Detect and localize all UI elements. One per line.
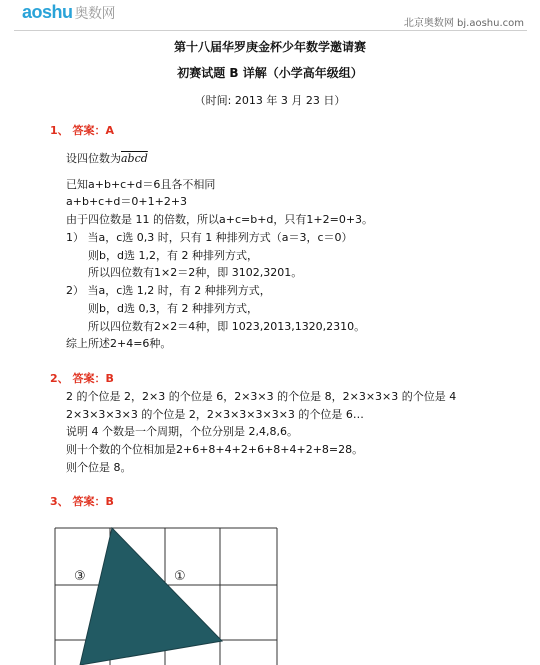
q1-line-11: 综上所述2+4=6种。	[66, 337, 172, 350]
page-subtitle: 初赛试题 B 详解（小学高年级组）	[177, 66, 363, 80]
site-url: 北京奥数网 bj.aoshu.com	[403, 18, 524, 29]
region-3-marker: ③	[74, 569, 86, 584]
answer-3-label: 3、 答案：B	[50, 495, 114, 508]
answer-2-label: 2、 答案：B	[50, 372, 114, 385]
q1-line-7: 所以四位数有1×2＝2种，即 3102,3201。	[88, 266, 303, 279]
q1-line-1-text: 设四位数为	[66, 152, 121, 165]
q1-line-5: 1） 当a，c选 0,3 时，只有 1 种排列方式（a＝3，c＝0）	[66, 231, 353, 244]
q2-line-1: 2 的个位是 2，2×3 的个位是 6，2×3×3 的个位是 8，2×3×3×3 的个位是 4	[66, 390, 457, 403]
logo-chinese: 奥数网	[74, 5, 116, 21]
exam-date: （时间: 2013 年 3 月 23 日）	[194, 94, 346, 107]
q1-line-6: 则b，d选 1,2，有 2 种排列方式，	[88, 249, 258, 262]
q1-line-8: 2） 当a，c选 1,2 时，有 2 种排列方式，	[66, 284, 271, 297]
answer-1-label: 1、 答案：A	[50, 124, 114, 137]
logo-text: aoshu	[22, 2, 73, 22]
q1-line-2: 已知a+b+c+d＝6且各不相同	[66, 178, 216, 191]
page-title: 第十八届华罗庚金杯少年数学邀请赛	[173, 40, 366, 54]
q1-line-10: 所以四位数有2×2＝4种，即 1023,2013,1320,2310。	[88, 320, 366, 333]
q1-line-3: a+b+c+d＝0+1+2+3	[66, 195, 188, 208]
q1-line-9: 则b，d选 0,3，有 2 种排列方式，	[88, 302, 258, 315]
region-1-marker: ①	[174, 569, 186, 584]
q2-line-2: 2×3×3×3×3 的个位是 2，2×3×3×3×3×3 的个位是 6…	[66, 408, 364, 421]
q2-line-3: 说明 4 个数是一个周期，个位分别是 2,4,8,6。	[66, 425, 298, 438]
q1-line-4: 由于四位数是 11 的倍数，所以a+c=b+d，只有1+2=0+3。	[66, 213, 374, 226]
q1-number-var: abcd	[121, 152, 148, 165]
q2-line-5: 则个位是 8。	[66, 461, 132, 474]
q2-line-4: 则十个数的个位相加是2+6+8+4+2+6+8+4+2+8=28。	[66, 443, 364, 456]
q3-triangle	[80, 528, 222, 665]
